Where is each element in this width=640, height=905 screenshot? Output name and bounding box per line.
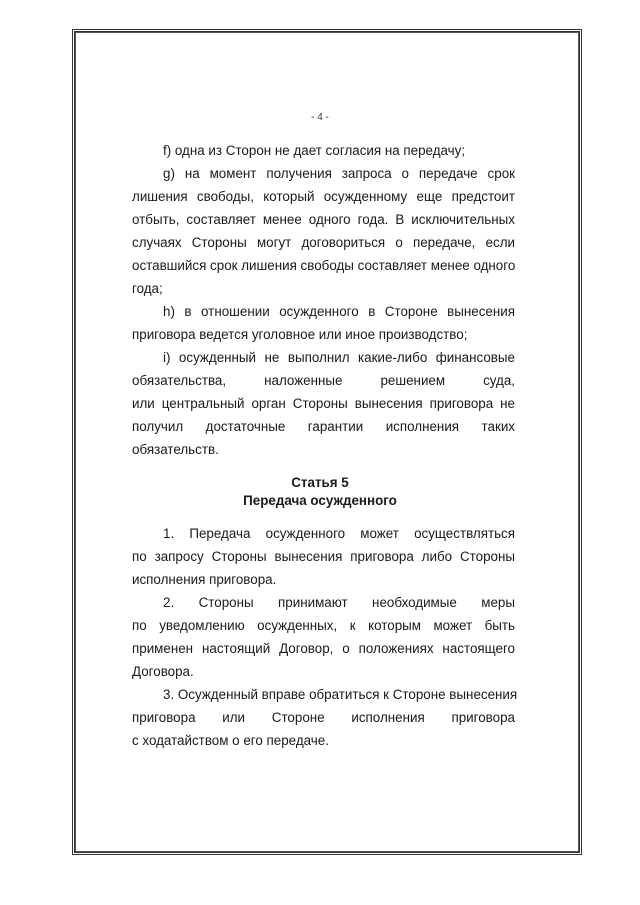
article-para-line: применен настоящий Договор, о положениях настоящего xyxy=(132,641,515,656)
article-para-line: по уведомлению осужденных, к которым может быть xyxy=(132,618,515,633)
item-g-line: года; xyxy=(132,281,163,296)
item-g-line: лишения свободы, который осужденному еще предстоит xyxy=(132,189,515,204)
article-para-line: по запросу Стороны вынесения приговора либо Стороны xyxy=(132,549,515,564)
item-i-line: или центральный орган Стороны вынесения приговора не xyxy=(132,396,515,411)
item-i-line: обязательства, наложенные решением суда, xyxy=(132,373,515,388)
item-f-line: f) одна из Сторон не дает согласия на передачу; xyxy=(163,143,466,158)
item-h-line: h) в отношении осужденного в Стороне вынесения xyxy=(163,304,515,319)
article-para-line: исполнения приговора. xyxy=(132,572,277,587)
item-g-line: отбыть, составляет менее одного года. В исключительных xyxy=(132,212,515,227)
item-i-line: обязательств. xyxy=(132,442,219,457)
item-g-line: случаях Стороны могут договориться о передаче, если xyxy=(132,235,515,250)
article-para-line: с ходатайством о его передаче. xyxy=(132,733,329,748)
page-number: - 4 - xyxy=(311,112,329,123)
article-title: Передача осужденного xyxy=(243,493,397,508)
article-number: Статья 5 xyxy=(291,475,349,490)
article-para-line: 1. Передача осужденного может осуществляться xyxy=(163,526,515,541)
item-h-line: приговора ведется уголовное или иное производство; xyxy=(132,327,468,342)
item-i-line: получил достаточные гарантии исполнения таких xyxy=(132,419,515,434)
item-g-line: g) на момент получения запроса о передаче срок xyxy=(163,166,515,181)
item-i-line: i) осужденный не выполнил какие-либо финансовые xyxy=(163,350,515,365)
article-para-line: Договора. xyxy=(132,664,194,679)
article-para-line: приговора или Стороне исполнения приговора xyxy=(132,710,515,725)
article-para-line: 2. Стороны принимают необходимые меры xyxy=(163,595,515,610)
item-g-line: оставшийся срок лишения свободы составляет менее одного xyxy=(132,258,516,273)
article-para-line: 3. Осужденный вправе обратиться к Стороне вынесения xyxy=(163,687,518,702)
